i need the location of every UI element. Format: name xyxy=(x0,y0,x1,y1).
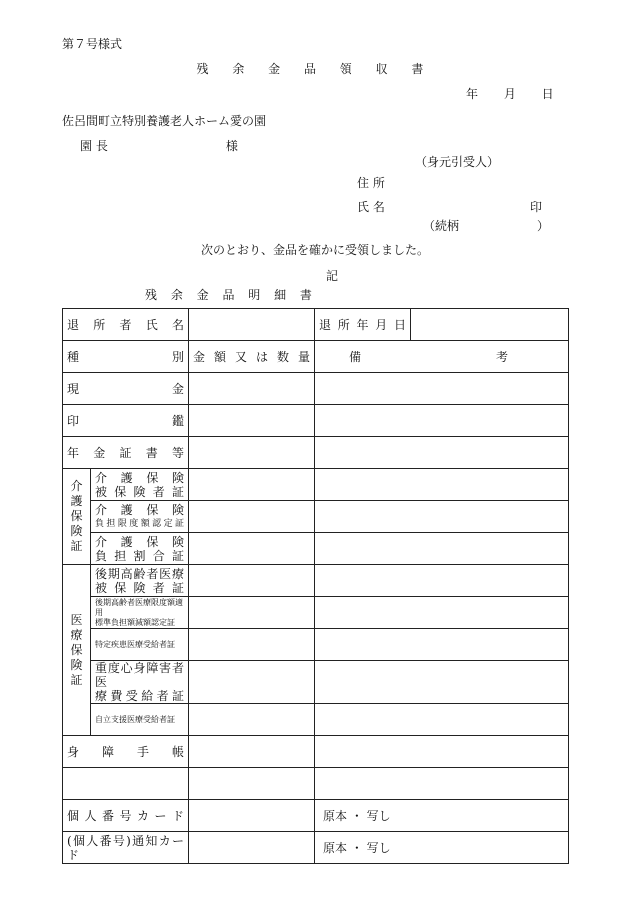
iryo-item-tokutei-amount xyxy=(189,629,315,661)
notice-card-remarks: 原本 ・ 写し xyxy=(315,832,569,864)
cash-label: 現金 xyxy=(63,373,189,405)
iryo-item-gendogaku-amount xyxy=(189,597,315,629)
pension-amount xyxy=(189,437,315,469)
category-header: 種別 xyxy=(63,341,189,373)
mynumber-card-remarks: 原本 ・ 写し xyxy=(315,800,569,832)
iryo-item-jushin-amount xyxy=(189,661,315,704)
shinsho-remarks xyxy=(315,736,569,768)
recipient-label: 園 長 xyxy=(80,139,108,153)
cash-amount xyxy=(189,373,315,405)
departure-date-value xyxy=(411,309,569,341)
iryo-item-jushin-remarks xyxy=(315,661,569,704)
mynumber-card-amount xyxy=(189,800,315,832)
kaigo-item-1-remarks xyxy=(315,469,569,501)
blank-remarks xyxy=(315,768,569,800)
iryo-item-jiritsu: 自立支援医療受給者証 xyxy=(91,704,189,736)
name-label: 氏 名 xyxy=(357,200,385,214)
blank-label xyxy=(63,768,189,800)
notice-card-label: (個人番号)通知カード xyxy=(63,832,189,864)
shinsho-amount xyxy=(189,736,315,768)
table-row xyxy=(63,373,569,405)
relationship-close: ） xyxy=(537,219,550,233)
iryo-group-label: 医療保険証 xyxy=(63,565,91,736)
table-row xyxy=(63,437,569,469)
recipient-suffix: 様 xyxy=(225,139,238,153)
departure-date-label: 退所年月日 xyxy=(315,309,411,341)
table-row xyxy=(63,309,569,341)
seal-mark: 印 xyxy=(530,200,543,214)
table-row xyxy=(63,341,569,373)
guarantor-label: （身元引受人） xyxy=(415,155,500,169)
departure-name-value xyxy=(189,309,315,341)
relationship-line xyxy=(423,217,549,234)
table-row xyxy=(63,832,569,864)
date-line: 年 月 日 xyxy=(466,87,554,101)
seal-item-amount xyxy=(189,405,315,437)
statement: 次のとおり、金品を確かに受領しました。 xyxy=(200,243,429,257)
iryo-item-koki-remarks xyxy=(315,565,569,597)
kaigo-item-2-amount xyxy=(189,501,315,533)
iryo-item-jushin: 重度心身障害者医 療費受給者証 xyxy=(91,661,189,704)
kaigo-item-1-amount xyxy=(189,469,315,501)
kaigo-item-3-amount xyxy=(189,533,315,565)
recipient-line xyxy=(80,137,238,154)
seal-item-label: 印鑑 xyxy=(63,405,189,437)
mynumber-card-label: 個人番号カード xyxy=(63,800,189,832)
detail-title: 残 余 金 品 明 細 書 xyxy=(145,288,317,302)
iryo-item-koki: 後期高齢者医療 被保険者証 xyxy=(91,565,189,597)
table-row xyxy=(63,469,569,501)
kaigo-item-2-remarks xyxy=(315,501,569,533)
cash-remarks xyxy=(315,373,569,405)
table-row xyxy=(63,736,569,768)
iryo-item-gendogaku-remarks xyxy=(315,597,569,629)
kaigo-item-2: 介護保険 負担限度額認定証 xyxy=(91,501,189,533)
kaigo-item-1: 介護保険 被保険者証 xyxy=(91,469,189,501)
seal-item-remarks xyxy=(315,405,569,437)
remarks-header: 備考 xyxy=(315,341,569,373)
blank-amount xyxy=(189,768,315,800)
ki-marker: 記 xyxy=(326,269,339,283)
table-row xyxy=(63,565,569,597)
iryo-item-gendogaku: 後期高齢者医療限度額適用 標準負担額減額認定証 xyxy=(91,597,189,629)
table-row xyxy=(63,597,569,629)
iryo-item-jiritsu-remarks xyxy=(315,704,569,736)
detail-table xyxy=(62,308,569,864)
notice-card-amount xyxy=(189,832,315,864)
pension-remarks xyxy=(315,437,569,469)
iryo-item-tokutei-remarks xyxy=(315,629,569,661)
table-row xyxy=(63,704,569,736)
departure-name-label: 退所者氏名 xyxy=(63,309,189,341)
kaigo-item-3-remarks xyxy=(315,533,569,565)
kaigo-group-label: 介護保険証 xyxy=(63,469,91,565)
relationship-open: （続柄 xyxy=(423,219,460,233)
form-number: 第７号様式 xyxy=(62,37,123,51)
table-row xyxy=(63,661,569,704)
amount-header: 金額又は数量 xyxy=(189,341,315,373)
table-row xyxy=(63,405,569,437)
shinsho-label: 身障手帳 xyxy=(63,736,189,768)
pension-label: 年金証書等 xyxy=(63,437,189,469)
facility-name: 佐呂間町立特別養護老人ホーム愛の園 xyxy=(62,114,267,128)
table-row xyxy=(63,800,569,832)
kaigo-item-3: 介護保険 負担割合証 xyxy=(91,533,189,565)
iryo-item-jiritsu-amount xyxy=(189,704,315,736)
iryo-item-koki-amount xyxy=(189,565,315,597)
address-label: 住 所 xyxy=(357,176,385,190)
table-row xyxy=(63,629,569,661)
document-title: 残 余 金 品 領 収 書 xyxy=(196,62,434,76)
table-row xyxy=(63,533,569,565)
iryo-item-tokutei: 特定疾患医療受給者証 xyxy=(91,629,189,661)
table-row xyxy=(63,768,569,800)
table-row xyxy=(63,501,569,533)
